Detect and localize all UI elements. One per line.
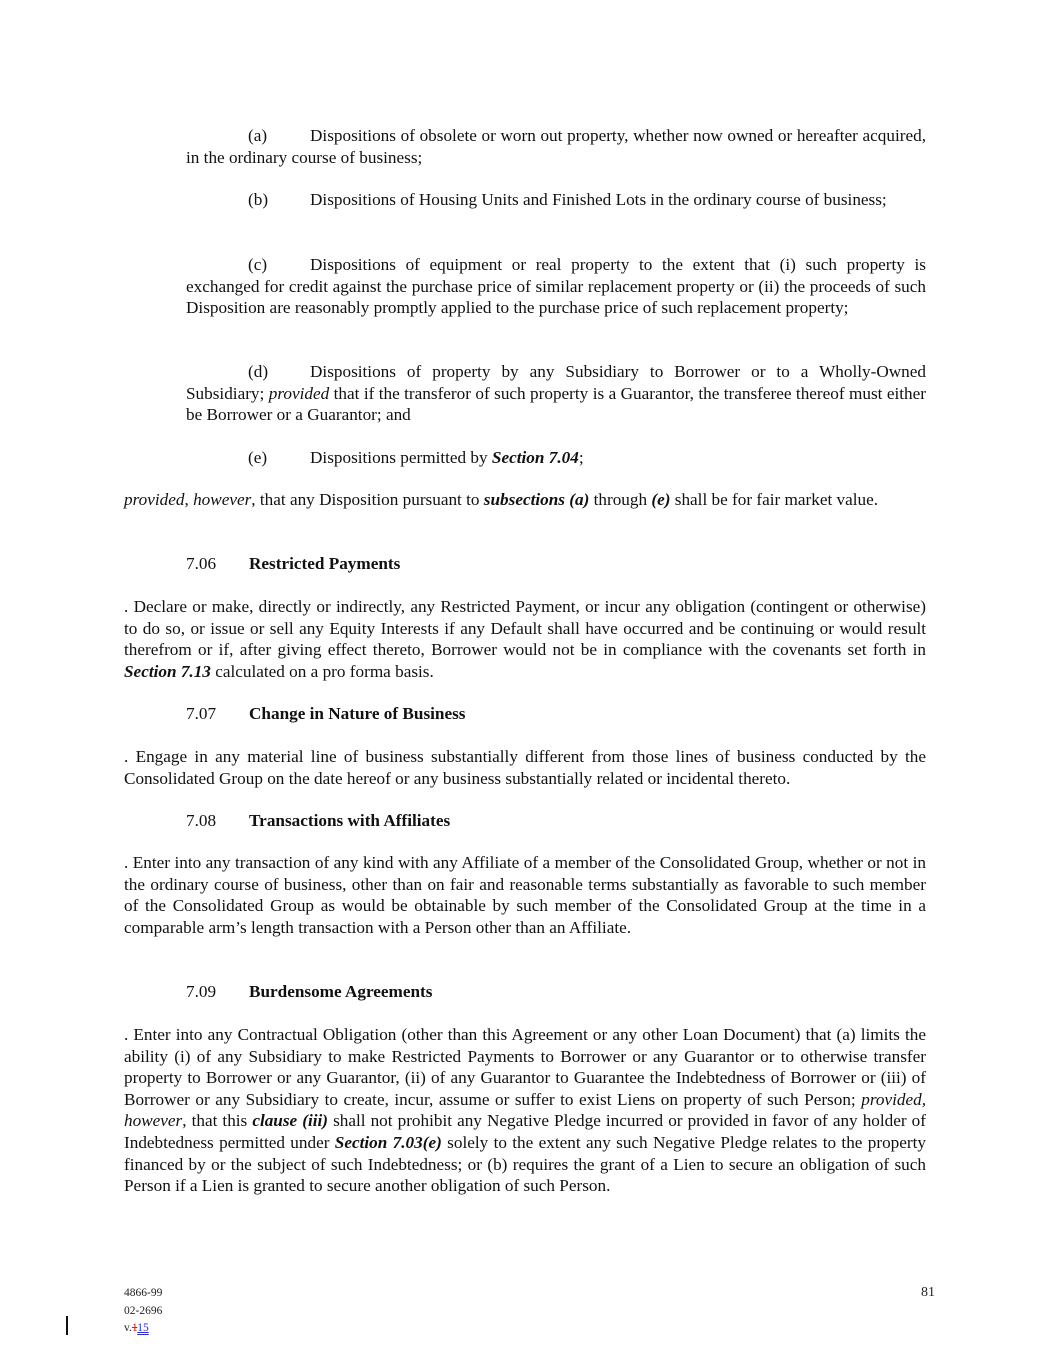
emphasis-provided-however: provided, however xyxy=(124,1089,926,1131)
sub-item-c xyxy=(186,254,926,319)
section-heading-7-06 xyxy=(186,553,400,575)
sub-item-text: Dispositions permitted by xyxy=(310,448,492,467)
subsection-reference: (e) xyxy=(651,490,671,509)
section-reference: Section 7.13 xyxy=(124,661,211,681)
text-fragment: . Enter into any transaction of any kind with any Affiliate of a member of the Consolidated Group, whether or not in the ordinary course of business, other than on fair and reasonable terms substantially as favorable to such member of the Consolidated Group as would be obtainable by such member of the Consolidated Group at the time in a comparable arm’s length transaction with a Person other than an Affiliate. xyxy=(124,853,926,937)
section-number: 7.07 xyxy=(186,704,217,723)
section-number: 7.06 xyxy=(186,554,217,573)
emphasis-provided: provided xyxy=(124,490,185,509)
clause-reference: clause (iii) xyxy=(252,1111,329,1131)
version-prefix: v. xyxy=(124,1322,132,1334)
page-number: 81 xyxy=(921,1285,935,1300)
text-fragment: calculated on a pro forma basis. xyxy=(210,661,434,681)
emphasis-provided: provided xyxy=(268,383,330,403)
version-deleted-text: 1 xyxy=(131,1322,138,1334)
section-heading-7-07 xyxy=(186,703,465,725)
section-body-7-09 xyxy=(124,1024,926,1197)
section-body-7-06 xyxy=(124,596,926,682)
section-body-7-08 xyxy=(124,852,926,938)
footer-version xyxy=(124,1321,149,1335)
section-number: 7.09 xyxy=(186,982,217,1001)
section-title: Burdensome Agreements xyxy=(249,982,433,1001)
sub-item-text-cont: ; xyxy=(578,448,584,467)
section-heading-7-09 xyxy=(186,981,432,1003)
footer-doc-id-line2: 02-2696 xyxy=(124,1305,163,1317)
change-bar xyxy=(66,1316,68,1335)
subsection-reference: subsections (a) xyxy=(483,490,590,509)
sub-item-label: (c) xyxy=(248,255,268,274)
section-reference: Section 7.04 xyxy=(491,448,579,467)
section-body-7-07 xyxy=(124,746,926,789)
section-title: Transactions with Affiliates xyxy=(249,811,451,830)
section-heading-7-08 xyxy=(186,810,450,832)
sub-item-text: Dispositions of Housing Units and Finished Lots in the ordinary course of business; xyxy=(310,190,887,209)
section-title: Change in Nature of Business xyxy=(249,704,466,723)
section-number: 7.08 xyxy=(186,811,217,830)
text-fragment: . Declare or make, directly or indirectly, any Restricted Payment, or incur any obligation (contingent or otherwise) to do so, or issue or sell any Equity Interests if any Default shall have occurred and be continuing or would result therefrom or if, after giving effect thereto, Borrower would not be in compliance with the covenants set forth in xyxy=(124,597,926,660)
sub-item-text-cont: that if the transferor of such property is a Guarantor, the transferee thereof must either be Borrower or a Guarantor; and xyxy=(186,383,926,425)
text-fragment: . Engage in any material line of business substantially different from those lines of business conducted by the Consolidated Group on the date hereof or any business substantially related or incidental thereto. xyxy=(124,747,926,788)
sub-item-d xyxy=(186,361,926,426)
text-fragment: , that this xyxy=(182,1111,253,1131)
text-fragment: shall be for fair market value. xyxy=(670,490,879,509)
sub-item-label: (a) xyxy=(248,126,268,145)
footer-doc-id-line1: 4866-99 xyxy=(124,1287,163,1299)
sub-item-label: (b) xyxy=(248,190,269,209)
text-fragment: , xyxy=(184,490,194,509)
sub-item-text: Dispositions of obsolete or worn out property, whether now owned or hereafter acquired, in the ordinary course of business; xyxy=(186,126,926,167)
sub-item-text: Dispositions of equipment or real property to the extent that (i) such property is exchanged for credit against the purchase price of similar replacement property or (ii) the proceeds of such Disposition are reasonably promptly applied to the purchase price of such replacement property; xyxy=(186,255,926,318)
sub-item-a xyxy=(186,125,926,168)
text-fragment: solely to the extent any such Negative Pledge relates to the property financed by or the subject of such Indebtedness; or (b) requires the grant of a Lien to secure an obligation of such Person if a Lien is granted to secure another obligation of such Person. xyxy=(124,1132,926,1196)
proviso-paragraph xyxy=(124,489,926,511)
sub-item-label: (e) xyxy=(248,448,268,467)
sub-item-text: Dispositions of property by any Subsidiary to Borrower or to a Wholly-Owned Subsidiary; xyxy=(186,362,926,403)
version-inserted-text: 15 xyxy=(137,1322,149,1334)
text-fragment: , that any Disposition pursuant to xyxy=(251,490,484,509)
section-reference: Section 7.03(e) xyxy=(334,1132,442,1152)
text-fragment: shall not prohibit any Negative Pledge incurred or provided in favor of any holder of Indebtedness permitted under xyxy=(124,1111,926,1152)
text-fragment: . Enter into any Contractual Obligation (other than this Agreement or any other Loan Document) that (a) limits the ability (i) of any Subsidiary to make Restricted Payments to Borrower or any Guarantor or to otherwise transfer property to Borrower or any Guarantor, (ii) of any Guarantor to Guarantee the Indebtedness of Borrower or (iii) of Borrower or any Subsidiary to create, incur, assume or suffer to exist Liens on property of such Person; xyxy=(124,1025,926,1109)
sub-item-label: (d) xyxy=(248,362,269,381)
section-title: Restricted Payments xyxy=(249,554,401,573)
sub-item-e xyxy=(186,447,926,469)
text-fragment: through xyxy=(589,490,652,509)
sub-item-b xyxy=(186,189,926,211)
emphasis-however: however xyxy=(193,490,252,509)
